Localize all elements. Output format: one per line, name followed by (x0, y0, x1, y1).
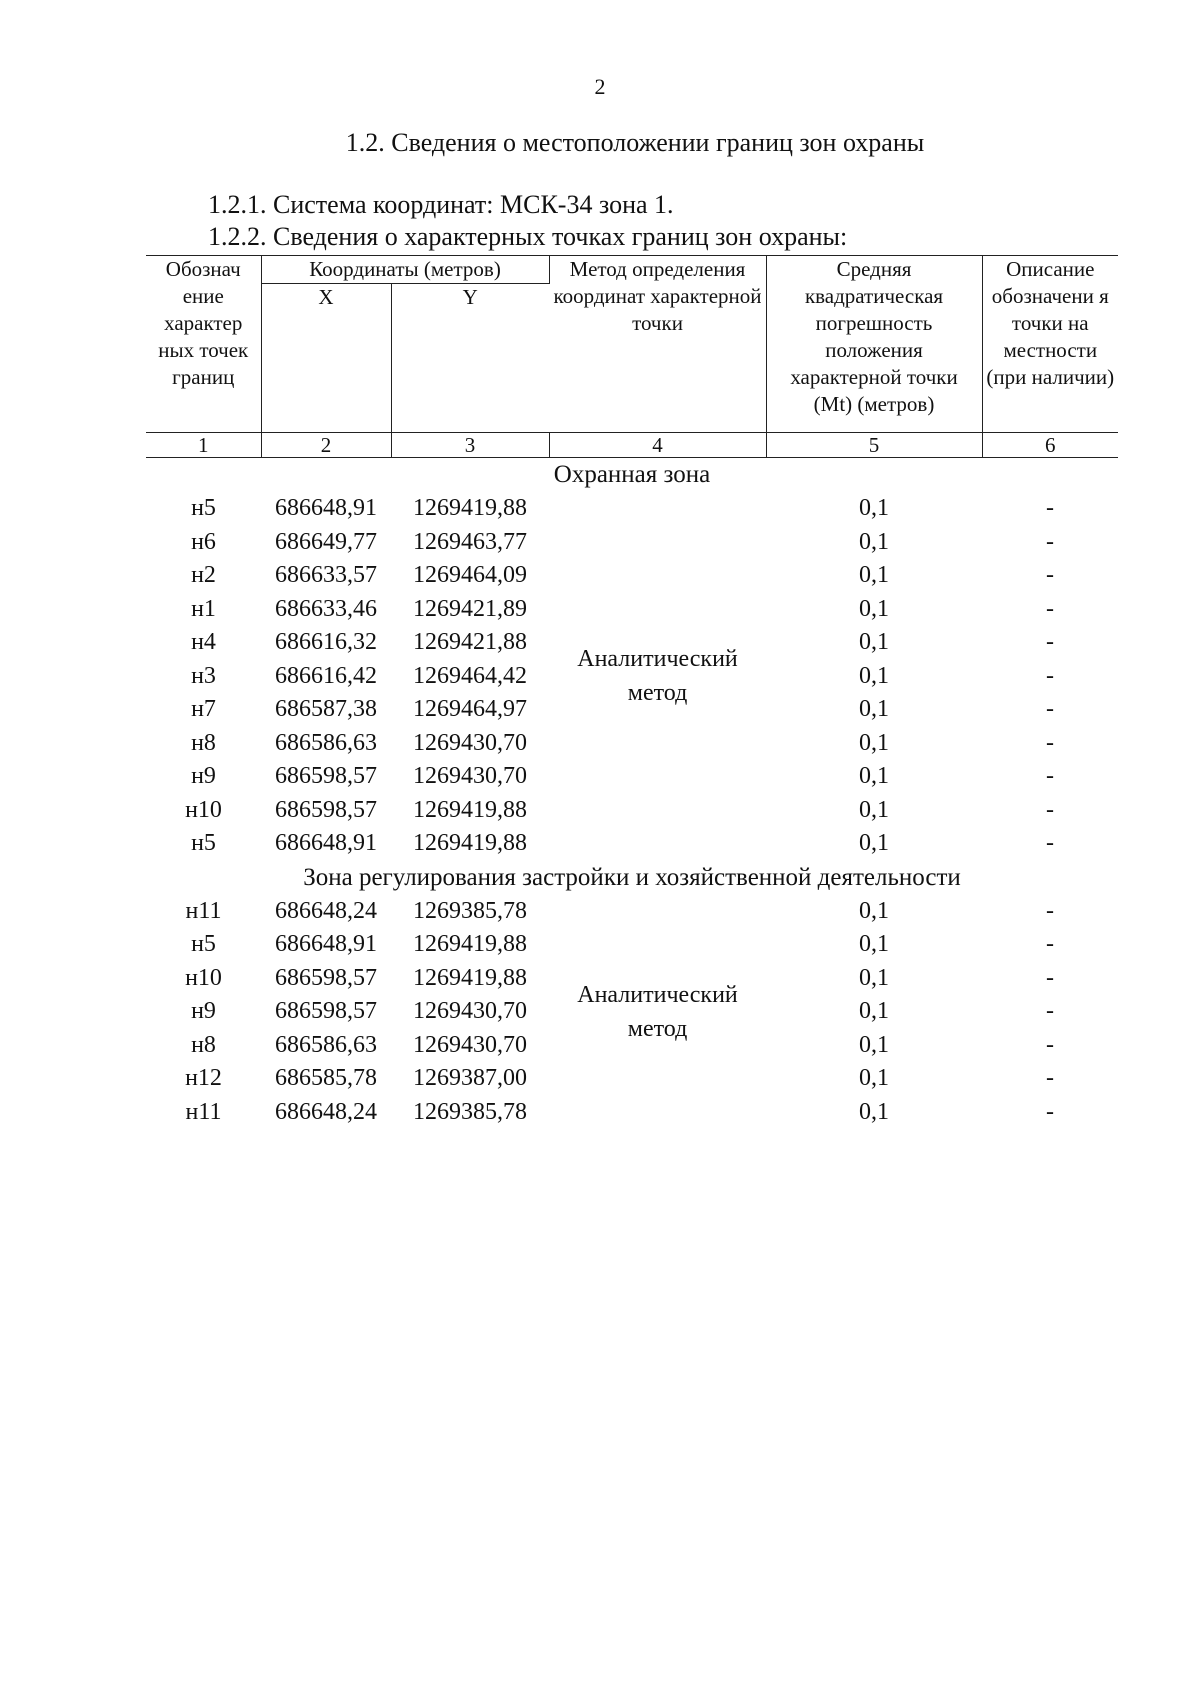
mean-error: 0,1 (859, 763, 890, 790)
point-description: - (1046, 1065, 1055, 1092)
mean-error: 0,1 (859, 897, 890, 924)
table-row (146, 895, 1118, 929)
mean-error: 0,1 (859, 998, 890, 1025)
y-coordinate: 1269464,97 (413, 696, 527, 723)
header-point-designation: Обознач ение характер ных точек границ (146, 256, 261, 433)
method-cell: Аналитический метод (577, 981, 738, 1042)
point-description: - (1046, 629, 1055, 656)
x-coordinate: 686586,63 (275, 1031, 377, 1058)
section-title: 1.2. Сведения о местоположении границ зон охраны (345, 128, 925, 157)
point-description: - (1046, 1031, 1055, 1058)
zone-title: Охранная зона (553, 461, 711, 488)
zone-row (146, 458, 1118, 493)
y-coordinate: 1269464,09 (413, 562, 527, 589)
y-coordinate: 1269430,70 (413, 763, 527, 790)
x-coordinate: 686648,91 (275, 830, 377, 857)
boundary-points-table (146, 255, 1118, 1129)
x-coordinate: 686633,46 (275, 595, 377, 622)
y-coordinate: 1269430,70 (413, 998, 527, 1025)
header-method: Метод определения координат характерной точки (549, 256, 766, 433)
point-id: н2 (191, 562, 216, 589)
mean-error: 0,1 (859, 495, 890, 522)
y-coordinate: 1269387,00 (413, 1065, 527, 1092)
y-coordinate: 1269463,77 (413, 528, 527, 555)
x-coordinate: 686598,57 (275, 763, 377, 790)
y-coordinate: 1269421,88 (413, 629, 527, 656)
point-description: - (1046, 897, 1055, 924)
point-description: - (1046, 528, 1055, 555)
point-description: - (1046, 696, 1055, 723)
point-id: н10 (185, 796, 222, 823)
x-coordinate: 686649,77 (275, 528, 377, 555)
point-id: н12 (185, 1065, 222, 1092)
x-coordinate: 686586,63 (275, 729, 377, 756)
y-coordinate: 1269419,88 (413, 495, 527, 522)
point-id: н3 (191, 662, 216, 689)
mean-error: 0,1 (859, 696, 890, 723)
point-description: - (1046, 763, 1055, 790)
y-coordinate: 1269385,78 (413, 1098, 527, 1125)
point-id: н7 (191, 696, 216, 723)
mean-error: 0,1 (859, 528, 890, 555)
y-coordinate: 1269419,88 (413, 830, 527, 857)
points-info-heading: 1.2.2. Сведения о характерных точках границ зон охраны: (208, 222, 848, 251)
mean-error: 0,1 (859, 662, 890, 689)
mean-error: 0,1 (859, 595, 890, 622)
page-number: 2 (594, 74, 606, 99)
x-coordinate: 686648,91 (275, 931, 377, 958)
column-number: 6 (982, 433, 1118, 458)
mean-error: 0,1 (859, 1065, 890, 1092)
x-coordinate: 686633,57 (275, 562, 377, 589)
mean-error: 0,1 (859, 629, 890, 656)
point-description: - (1046, 1098, 1055, 1125)
mean-error: 0,1 (859, 729, 890, 756)
mean-error: 0,1 (859, 830, 890, 857)
point-id: н5 (191, 830, 216, 857)
y-coordinate: 1269430,70 (413, 729, 527, 756)
mean-error: 0,1 (859, 796, 890, 823)
point-description: - (1046, 595, 1055, 622)
point-description: - (1046, 931, 1055, 958)
point-id: н9 (191, 998, 216, 1025)
y-coordinate: 1269419,88 (413, 964, 527, 991)
x-coordinate: 686648,91 (275, 495, 377, 522)
column-number: 4 (549, 433, 766, 458)
header-x: X (261, 284, 391, 433)
point-description: - (1046, 729, 1055, 756)
point-id: н11 (185, 1098, 222, 1125)
point-description: - (1046, 796, 1055, 823)
x-coordinate: 686648,24 (275, 897, 377, 924)
zone-title: Зона регулирования застройки и хозяйственной деятельности (303, 863, 961, 891)
x-coordinate: 686585,78 (275, 1065, 377, 1092)
point-id: н8 (191, 1031, 216, 1058)
point-description: - (1046, 662, 1055, 689)
x-coordinate: 686648,24 (275, 1098, 377, 1125)
table-body (146, 458, 1118, 1130)
header-mean-error: Средняя квадратическая погрешность положения характерной точки (Mt) (метров) (766, 256, 982, 433)
coordinate-system-line: 1.2.1. Система координат: МСК-34 зона 1. (208, 190, 674, 219)
header-y: Y (462, 285, 478, 309)
mean-error: 0,1 (859, 1098, 890, 1125)
y-coordinate: 1269385,78 (413, 897, 527, 924)
column-number: 1 (146, 433, 261, 458)
y-coordinate: 1269464,42 (413, 662, 527, 689)
point-description: - (1046, 998, 1055, 1025)
point-id: н5 (191, 495, 216, 522)
point-description: - (1046, 830, 1055, 857)
point-id: н6 (191, 528, 216, 555)
point-id: н8 (191, 729, 216, 756)
point-id: н1 (191, 595, 216, 622)
point-id: н9 (191, 763, 216, 790)
method-cell: Аналитический метод (577, 646, 738, 707)
column-number: 5 (766, 433, 982, 458)
y-coordinate: 1269419,88 (413, 796, 527, 823)
point-description: - (1046, 964, 1055, 991)
column-number: 3 (391, 433, 549, 458)
point-id: н5 (191, 931, 216, 958)
point-id: н11 (185, 897, 222, 924)
x-coordinate: 686616,32 (275, 629, 377, 656)
header-description: Описание обозначени я точки на местности (при наличии) (982, 256, 1118, 433)
mean-error: 0,1 (859, 931, 890, 958)
header-coordinates: Координаты (метров) (261, 256, 549, 284)
point-description: - (1046, 562, 1055, 589)
x-coordinate: 686587,38 (275, 696, 377, 723)
x-coordinate: 686598,57 (275, 998, 377, 1025)
table-row (146, 492, 1118, 526)
mean-error: 0,1 (859, 964, 890, 991)
mean-error: 0,1 (859, 1031, 890, 1058)
y-coordinate: 1269421,89 (413, 595, 527, 622)
point-id: н4 (191, 629, 216, 656)
mean-error: 0,1 (859, 562, 890, 589)
column-number: 2 (261, 433, 391, 458)
y-coordinate: 1269419,88 (413, 931, 527, 958)
zone-row (146, 861, 1118, 895)
point-description: - (1046, 495, 1055, 522)
x-coordinate: 686598,57 (275, 964, 377, 991)
x-coordinate: 686616,42 (275, 662, 377, 689)
point-id: н10 (185, 964, 222, 991)
x-coordinate: 686598,57 (275, 796, 377, 823)
y-coordinate: 1269430,70 (413, 1031, 527, 1058)
